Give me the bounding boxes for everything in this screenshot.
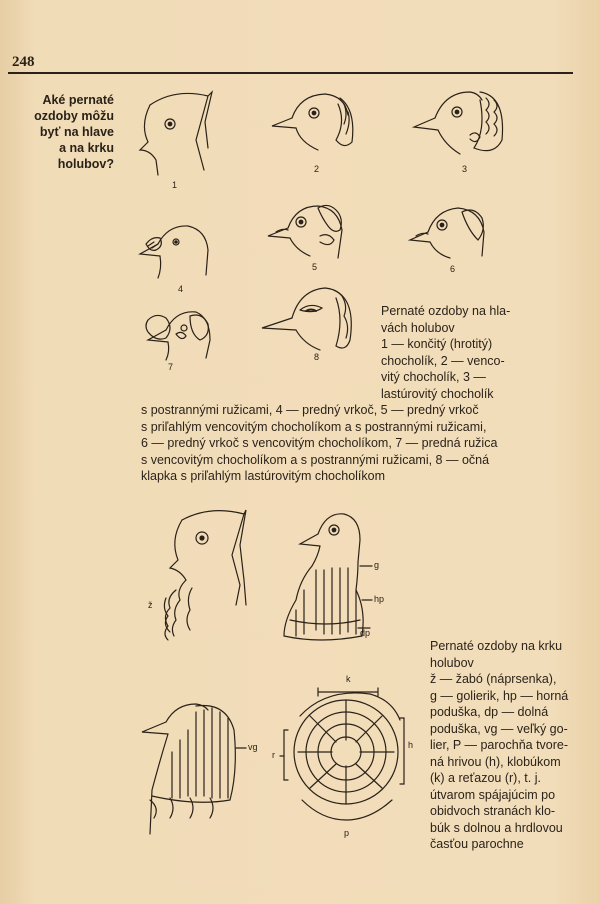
pigeon-head-fig-1 <box>140 92 212 175</box>
caption-line: búk s dolnou a hrdlovou <box>430 820 563 835</box>
question-line: ozdoby môžu <box>34 109 114 123</box>
page-number: 248 <box>12 54 35 70</box>
figure-number: 2 <box>314 164 320 174</box>
caption-line: (k) a reťazou (r), t. j. <box>430 771 541 785</box>
pigeon-neck-fig-vg <box>142 704 246 834</box>
caption-line: lastúrovitý chocholík <box>381 386 494 401</box>
caption-line: časťou parochne <box>430 837 524 851</box>
pigeon-neck-fig-parochna <box>280 688 404 820</box>
question-line: Aké pernaté <box>42 93 114 107</box>
caption-line: vách holubov <box>381 320 455 335</box>
label-dp: dp <box>360 628 371 638</box>
caption-line: chocholík, 2 — venco- <box>381 353 505 368</box>
pigeon-neck-fig-collar <box>284 514 372 640</box>
pigeon-head-fig-6 <box>410 208 484 258</box>
pigeon-head-fig-4 <box>140 226 208 278</box>
label-hp: hp <box>374 594 385 604</box>
caption-line: s vencovitým chocholíkom a s postrannými ružicami, 8 — očná <box>141 452 490 467</box>
caption-line: útvarom spájajúcim po <box>430 787 556 802</box>
caption-line: lier, P — parochňa tvore- <box>430 738 569 752</box>
figure-number: 4 <box>178 284 184 294</box>
caption-line: holubov <box>430 655 474 670</box>
caption-line: klapka s priľahlým lastúrovitým chocholíkom <box>141 469 386 483</box>
caption-line: g — golierik, hp — horná <box>430 688 569 703</box>
question-line: holubov? <box>57 157 114 171</box>
caption-line: ná hrivou (h), klobúkom <box>430 754 561 769</box>
figure-number: 6 <box>450 264 456 274</box>
figure-number: 3 <box>462 164 468 174</box>
caption-line: s priľahlým vencovitým chocholíkom a s postrannými ružicami, <box>141 419 487 434</box>
pigeon-head-fig-5 <box>268 205 342 258</box>
pigeon-head-fig-8 <box>262 288 351 350</box>
pigeon-neck-fig-zabo <box>164 510 246 640</box>
figure-number: 7 <box>168 362 174 372</box>
caption-line: 6 — predný vrkoč s vencovitým chocholíkom, 7 — predná ružica <box>141 436 498 450</box>
label-p: p <box>344 828 350 838</box>
caption-line: poduška, vg — veľký go- <box>430 721 568 736</box>
label-r: r <box>272 750 275 760</box>
question-line: a na krku <box>59 141 114 155</box>
label-z: ž <box>148 600 153 610</box>
caption-line: poduška, dp — dolná <box>430 705 549 719</box>
caption-line: ž — žabó (náprsenka), <box>430 672 557 686</box>
caption-head-ornaments <box>381 303 577 402</box>
question-line: byť na hlave <box>39 125 114 139</box>
caption-line: obidvoch stranách klo- <box>430 804 556 818</box>
figure-number: 8 <box>314 352 320 362</box>
caption-line: Pernaté ozdoby na hla- <box>381 304 511 318</box>
caption-line: 1 — končitý (hrotitý) <box>381 337 493 351</box>
label-vg: vg <box>248 742 258 752</box>
caption-head-ornaments-continued <box>141 402 579 485</box>
pigeon-head-fig-3 <box>414 92 503 154</box>
label-k: k <box>346 674 351 684</box>
pigeon-head-fig-2 <box>272 94 353 150</box>
caption-neck-ornaments <box>430 638 582 853</box>
figure-number: 5 <box>312 262 318 272</box>
label-g: g <box>374 560 380 570</box>
caption-line: Pernaté ozdoby na krku <box>430 639 563 653</box>
figure-number: 1 <box>172 180 178 190</box>
caption-line: vitý chocholík, 3 — <box>381 370 486 384</box>
pigeon-head-fig-7 <box>146 312 210 360</box>
caption-line: s postrannými ružicami, 4 — predný vrkoč, 5 — predný vrkoč <box>141 403 479 417</box>
label-h: h <box>408 740 414 750</box>
